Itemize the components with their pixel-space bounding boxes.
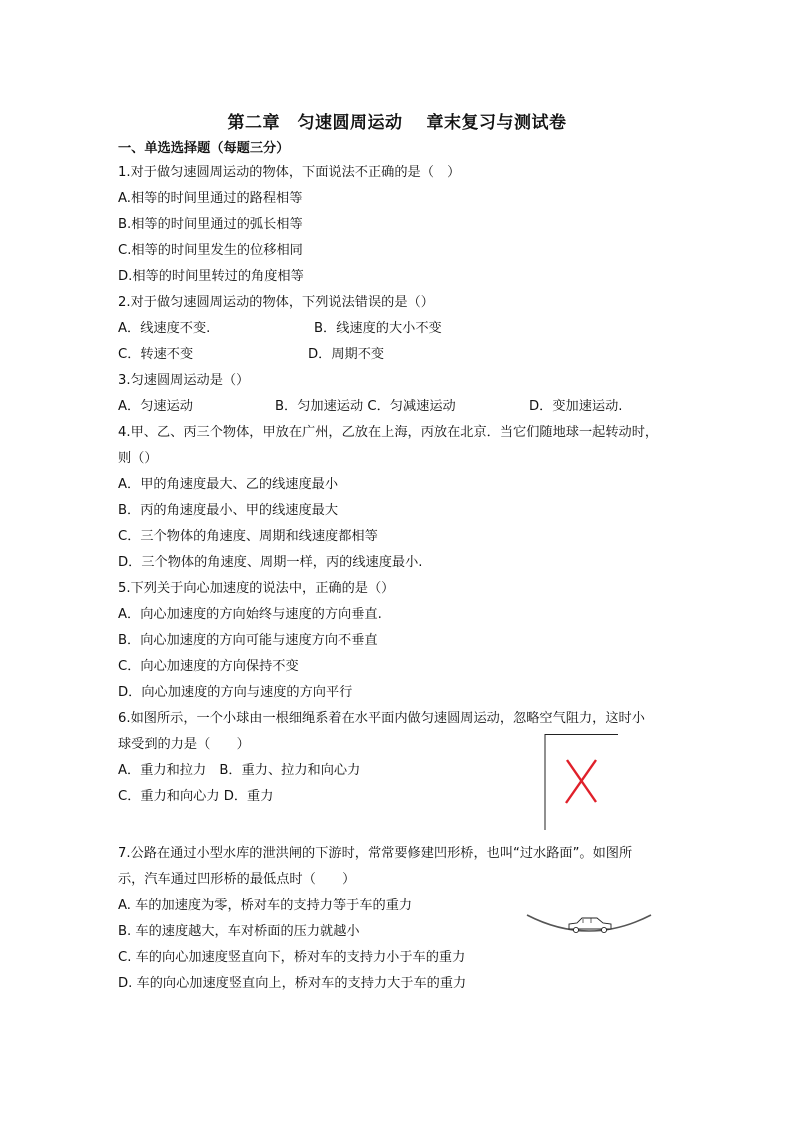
q2-stem: 2.对于做匀速圆周运动的物体，下列说法错误的是（） <box>118 295 434 310</box>
q4-option-d: D．三个物体的角速度、周期一样，丙的线速度最小. <box>118 555 423 570</box>
q1-option-a: A.相等的时间里通过的路程相等 <box>118 191 303 206</box>
q6-stem-cont: 球受到的力是（ ） <box>118 737 250 752</box>
q6-stem: 6.如图所示，一个小球由一根细绳系着在水平面内做匀速圆周运动，忽略空气阻力，这时小 <box>118 711 645 726</box>
q7-option-c: C. 车的向心加速度竖直向下，桥对车的支持力小于车的重力 <box>118 950 466 965</box>
q2-option-c: C．转速不变 <box>118 347 194 362</box>
q4-option-a: A．甲的角速度最大、乙的线速度最小 <box>118 477 339 492</box>
q7-option-a: A. 车的加速度为零，桥对车的支持力等于车的重力 <box>118 898 413 913</box>
q5-option-c: C．向心加速度的方向保持不变 <box>118 659 299 674</box>
q5-option-d: D．向心加速度的方向与速度的方向平行 <box>118 685 353 700</box>
concave-bridge-figure <box>525 905 653 939</box>
q5-option-a: A．向心加速度的方向始终与速度的方向垂直. <box>118 607 382 622</box>
q6-option-ab: A．重力和拉力 B．重力、拉力和向心力 <box>118 763 361 778</box>
q4-stem: 4.甲、乙、丙三个物体，甲放在广州，乙放在上海，丙放在北京．当它们随地球一起转动时， <box>118 425 659 440</box>
q2-option-a: A．线速度不变. <box>118 321 211 336</box>
q1-option-b: B.相等的时间里通过的弧长相等 <box>118 217 303 232</box>
q3-option-bc: B．匀加速运动 C．匀减速运动 <box>275 399 456 414</box>
q4-stem-cont: 则（） <box>118 451 158 466</box>
q7-stem-cont: 示，汽车通过凹形桥的最低点时（ ） <box>118 872 356 887</box>
page-title: 第二章 匀速圆周运动 章末复习与测试卷 <box>227 113 567 133</box>
q2-option-d: D．周期不变 <box>308 347 385 362</box>
q6-option-cd: C．重力和向心力 D．重力 <box>118 789 274 804</box>
q4-option-b: B．丙的角速度最小、甲的线速度最大 <box>118 503 339 518</box>
q7-stem: 7.公路在通过小型水库的泄洪闸的下游时，常常要修建凹形桥，也叫“过水路面”。如图所 <box>118 846 633 861</box>
q1-stem: 1.对于做匀速圆周运动的物体，下面说法不正确的是（ ） <box>118 165 461 180</box>
pendulum-figure <box>540 734 620 830</box>
q1-option-d: D.相等的时间里转过的角度相等 <box>118 269 304 284</box>
q2-option-b: B．线速度的大小不变 <box>314 321 442 336</box>
q3-option-d: D．变加速运动. <box>529 399 623 414</box>
q5-stem: 5.下列关于向心加速度的说法中，正确的是（） <box>118 581 395 596</box>
q1-option-c: C.相等的时间里发生的位移相同 <box>118 243 303 258</box>
q3-stem: 3.匀速圆周运动是（） <box>118 373 250 388</box>
q7-option-d: D. 车的向心加速度竖直向上，桥对车的支持力大于车的重力 <box>118 976 467 991</box>
q7-option-b: B. 车的速度越大，车对桥面的压力就越小 <box>118 924 360 939</box>
q3-option-a: A．匀速运动 <box>118 399 193 414</box>
q5-option-b: B．向心加速度的方向可能与速度方向不垂直 <box>118 633 378 648</box>
q4-option-c: C．三个物体的角速度、周期和线速度都相等 <box>118 529 378 544</box>
section-heading: 一、单选选择题（每题三分） <box>118 141 290 156</box>
